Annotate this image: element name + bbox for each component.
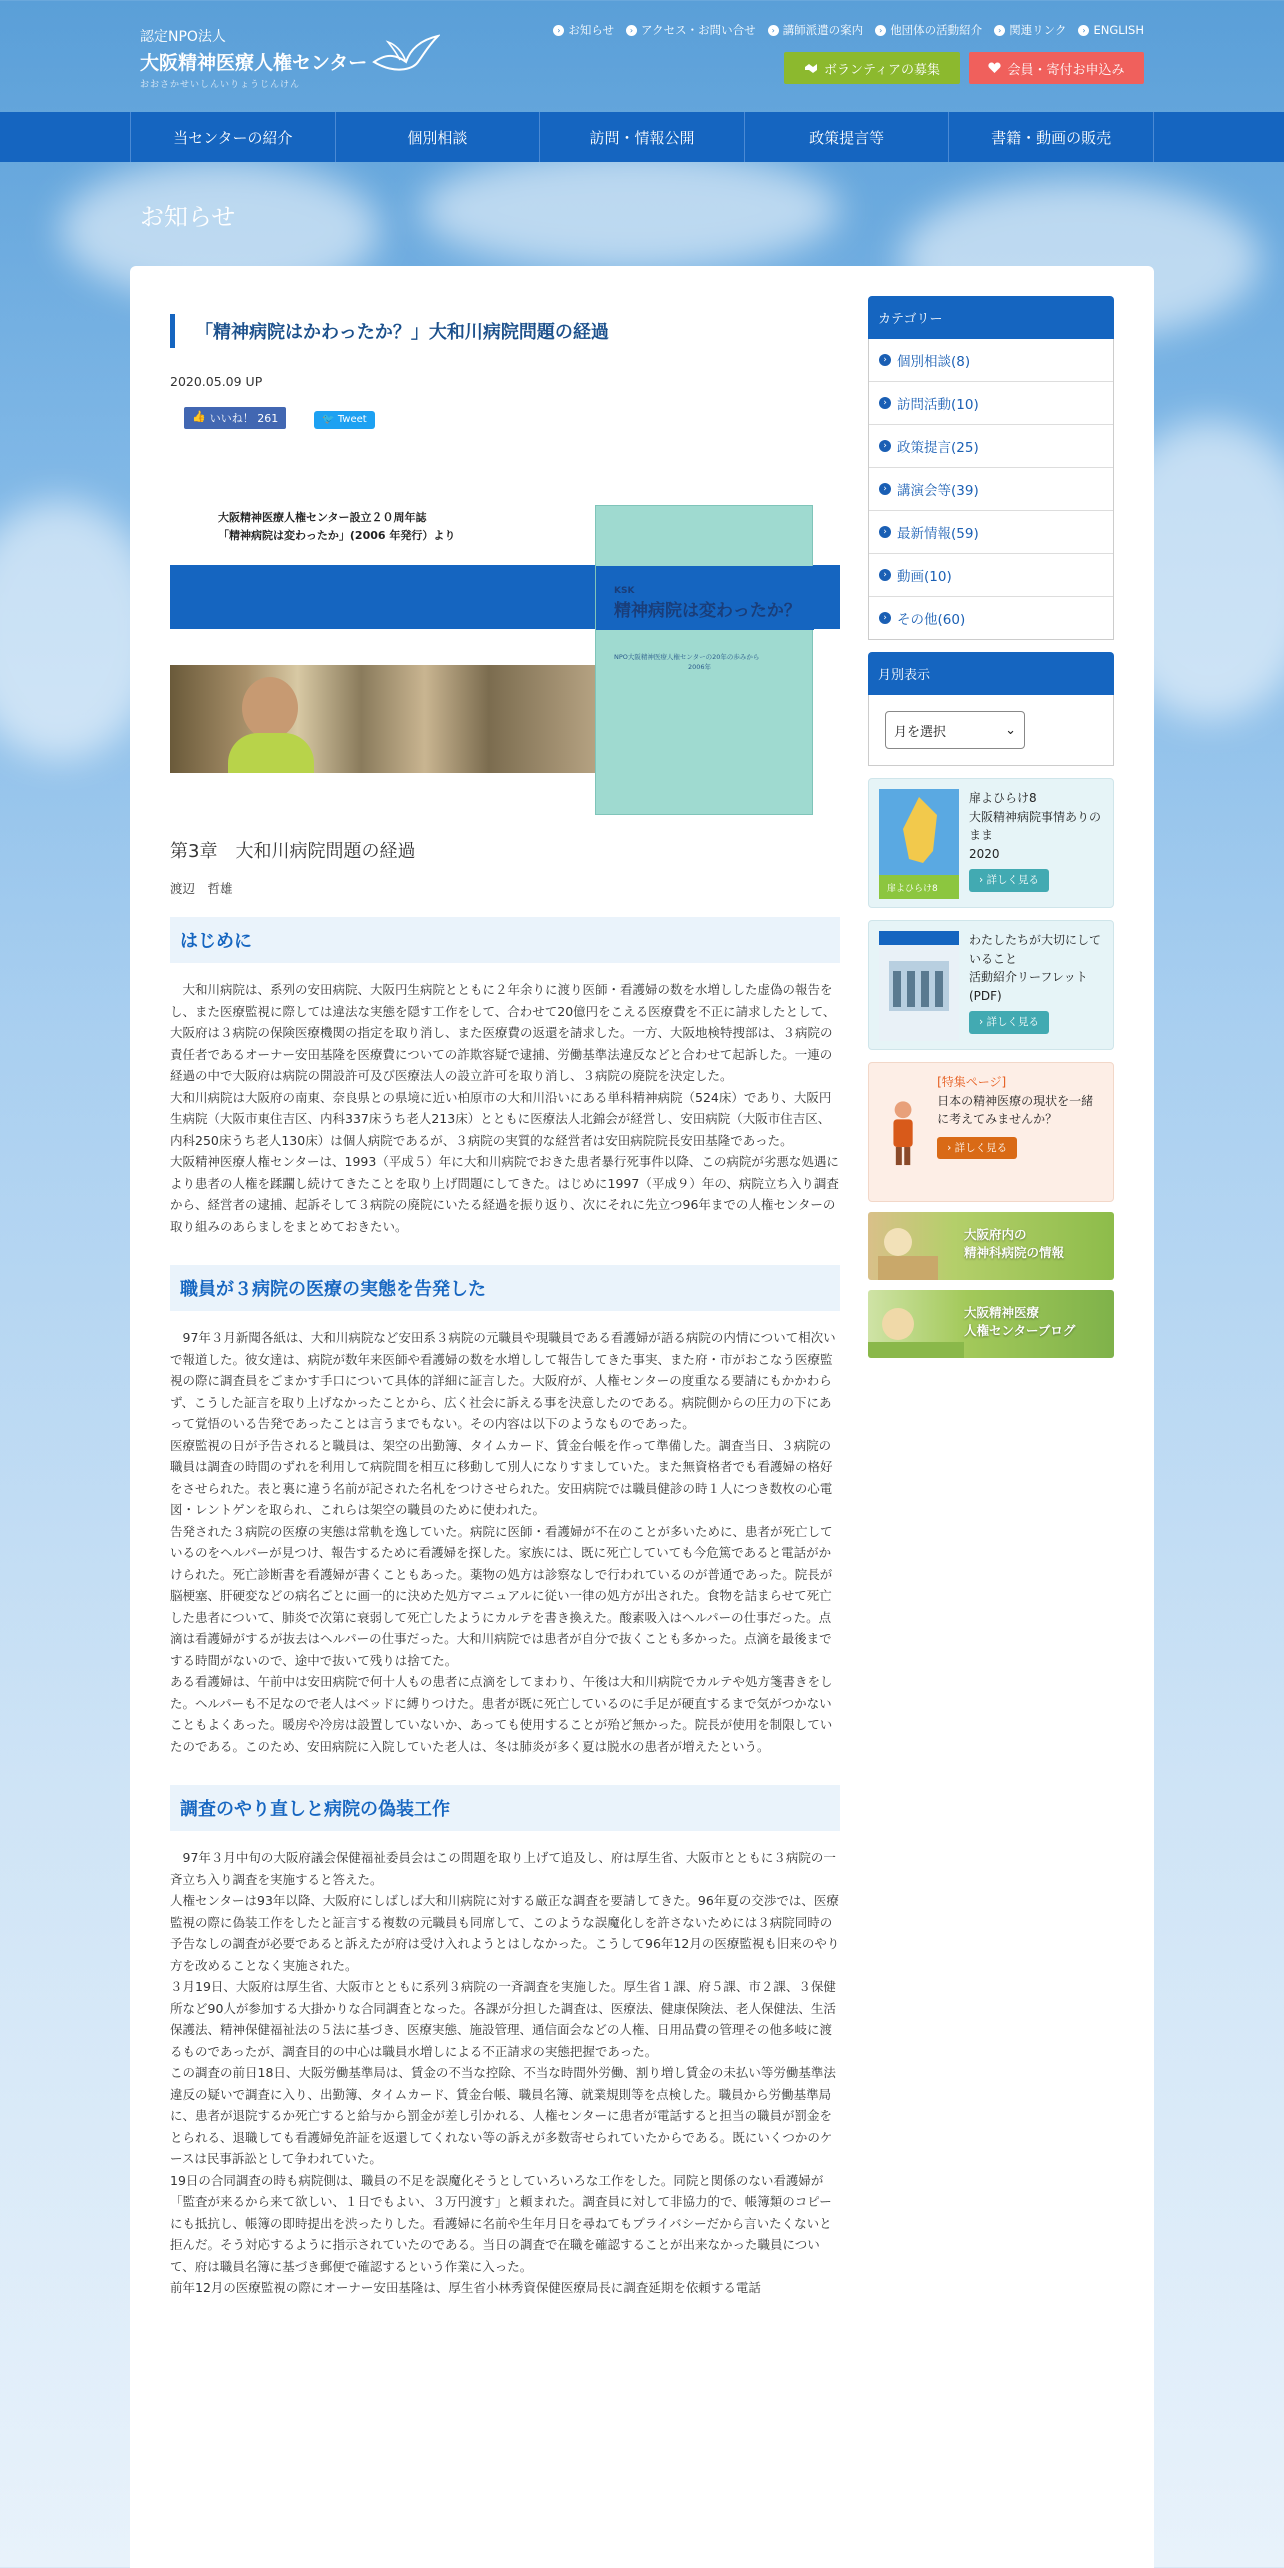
month-select-value: 月を選択 — [894, 724, 947, 740]
banner-text: 大阪府内の — [964, 1227, 1027, 1242]
book-cover — [595, 505, 813, 815]
category-item[interactable]: › 最新情報(59) — [869, 511, 1113, 554]
sidebar — [868, 296, 1114, 1358]
logo-org-type: 認定NPO法人 — [140, 29, 226, 45]
category-list — [868, 339, 1114, 640]
hero-photo-person — [242, 677, 298, 739]
site-logo[interactable] — [140, 26, 367, 90]
chevron-right-icon: › — [879, 569, 891, 581]
book-subtitle: NPO大阪精神医療人権センターの20年の歩みから — [614, 653, 760, 661]
chevron-right-icon: › — [879, 440, 891, 452]
author-name: 渡辺 哲雄 — [170, 881, 233, 896]
paragraph: 大阪精神医療人権センターは、1993（平成５）年に大和川病院でおきた患者暴行死事件以降、この病院が劣悪な処遇により患者の人権を蹂躙し続けてきたことを取り上げ問題にしてきた。はじめに1997（平成９）年の、病院立ち入り調査から、経営者の逮捕、起訴そして３病院の廃院にいたる経過を振り返り、次にそれに先立つ96年までの人権センターの取り組みのあらましをまとめておきたい。 — [170, 1154, 839, 1234]
section-heading: はじめに — [170, 917, 840, 963]
blog-banner[interactable] — [868, 1290, 1114, 1358]
paragraph: 前年12月の医療監視の際にオーナー安田基隆は、厚生省小林秀資保健医療局長に調査延期を依頼する電話 — [170, 2280, 761, 2295]
volunteer-button[interactable] — [784, 52, 960, 84]
logo-reading: おおさかせいしんいりょうじんけん — [140, 80, 301, 90]
nav-visits[interactable]: 訪問・情報公開 — [540, 112, 745, 162]
cloud-decoration — [420, 150, 840, 270]
tweet-button[interactable] — [314, 411, 375, 429]
banner-text: 精神科病院の情報 — [964, 1245, 1065, 1261]
hospital-info-banner[interactable] — [868, 1212, 1114, 1280]
details-button[interactable]: › 詳しく見る — [969, 1011, 1049, 1033]
twitter-icon: 🐦 — [322, 414, 335, 425]
chevron-right-icon: › — [879, 526, 891, 538]
month-select[interactable] — [885, 711, 1025, 749]
chapter-title: 第3章 大和川病院問題の経過 — [170, 841, 416, 862]
promo-subtitle: 活動紹介リーフレット — [969, 970, 1088, 985]
top-link-other-orgs[interactable]: › 他団体の活動紹介 — [875, 22, 982, 38]
article-title: 「精神病院はかわったか？」大和川病院問題の経過 — [170, 314, 840, 348]
monthly-archive — [868, 652, 1114, 766]
section-heading: 調査のやり直しと病院の偽装工作 — [170, 1785, 840, 1831]
promo-year: 2020 — [969, 846, 1000, 861]
nav-books[interactable]: 書籍・動画の販売 — [949, 112, 1154, 162]
book-year: 2006年 — [688, 663, 712, 671]
paragraph: ある看護婦は、午前中は安田病院で何十人もの患者に点滴をしてまわり、午後は大和川病院でカルテや処方箋書きをした。ヘルパーも不足なので老人はベッドに縛りつけた。患者が既に死亡しているのに手足が硬直するまで気がつかないこともよくあった。暖房や冷房は設置していないか、あっても使用することが殆ど無かった。院長が使用を制限していたのである。このため、安田病院に入院していた老人は、冬は肺炎が多く夏は脱水の患者が増えたという。 — [170, 1674, 833, 1754]
arrow-icon: › — [1078, 25, 1089, 36]
top-link-access[interactable]: › アクセス・お問い合せ — [626, 22, 756, 38]
person-illustration — [879, 1073, 927, 1191]
arrow-icon: › — [994, 25, 1005, 36]
main-panel — [130, 266, 1154, 2568]
article — [170, 314, 840, 2299]
article-date: 2020.05.09 UP — [170, 374, 263, 389]
paragraph: この調査の前日18日、大阪労働基準局は、賃金の不当な控除、不当な時間外労働、割り増し賃金の未払い等労働基準法違反の疑いで調査に入り、出勤簿、タイムカード、賃金台帳、職員名簿、就業規則等を点検した。職員から労働基準局に、患者が退院するか死亡すると給与から罰金が差し引かれる、人権センターに患者が電話すると担当の職員が罰金をとられる、退職しても看護婦免許証を返還してくれない等の訴えが多数寄せられていたからである。既にいくつかのケースは民事訴訟として争われていた。 — [170, 2065, 836, 2166]
section-heading: 職員が３病院の医療の実態を告発した — [170, 1265, 840, 1311]
banner-illustration — [868, 1212, 964, 1280]
volunteer-button-label: ボランティアの募集 — [824, 62, 940, 78]
social-buttons — [170, 407, 840, 429]
membership-button-label: 会員・寄付お申込み — [1007, 62, 1125, 78]
arrow-icon: › — [768, 25, 779, 36]
details-button[interactable]: › 詳しく見る — [937, 1137, 1017, 1159]
top-link-english[interactable]: › ENGLISH — [1078, 22, 1144, 38]
category-item[interactable]: › 動画(10) — [869, 554, 1113, 597]
paragraph: 97年３月新聞各紙は、大和川病院など安田系３病院の元職員や現職員である看護婦が語る病院の内情について相次いで報道した。彼女達は、病院が数年来医師や看護婦の数を水増しして報告してきた事実、また府・市がおこなう医療監視の際に調査員をごまかす手口について具体的詳細に証言した。大阪府が、人権センターの度重なる要請にもかかわらず、こうした証言を取り上げなかったことから、広く社会に訴える事を決意したのである。病院側からの圧力の下にあって覚悟のいる告発であったことは言うまでもない。その内容は以下のようなものであった。 — [170, 1330, 836, 1431]
top-links — [553, 22, 1144, 38]
category-item[interactable]: › 政策提言(25) — [869, 425, 1113, 468]
promo-book[interactable] — [868, 778, 1114, 908]
hero-caption-line1: 大阪精神医療人権センター設立２０周年誌 — [218, 511, 427, 524]
main-nav — [0, 112, 1284, 162]
nav-policy[interactable]: 政策提言等 — [745, 112, 950, 162]
page-title: お知らせ — [140, 203, 236, 231]
promo-format: (PDF) — [969, 988, 1002, 1003]
logo-title: 大阪精神医療人権センター — [140, 52, 368, 74]
facebook-like-label: いいね！ 261 — [209, 412, 279, 425]
chevron-right-icon: › — [879, 612, 891, 624]
banner-illustration — [868, 1290, 964, 1358]
tweet-label: Tweet — [337, 414, 367, 425]
promo-leaflet[interactable] — [868, 920, 1114, 1050]
book-thumbnail-title: 扉よひらけ8 — [887, 884, 938, 894]
promo-title: 扉よひらけ8 — [969, 791, 1037, 805]
category-item[interactable]: › 個別相談(8) — [869, 339, 1113, 382]
hero-photo-person — [228, 733, 314, 773]
paragraph: 97年３月中旬の大阪府議会保健福祉委員会はこの問題を取り上げて追及し、府は厚生省、大阪市とともに３病院の一斉立ち入り調査を実施すると答えた。 — [170, 1850, 836, 1887]
banner-text: 大阪精神医療 — [964, 1305, 1040, 1320]
thumbs-up-icon: 👍 — [192, 410, 206, 423]
hero-image — [170, 465, 840, 795]
arrow-icon: › — [553, 25, 564, 36]
paragraph: 19日の合同調査の時も病院側は、職員の不足を誤魔化そうとしていろいろな工作をした。同院と関係のない看護婦が「監査が来るから来て欲しい、１日でもよい、３万円渡す」と頼まれた。調査員に対して非協力的で、帳簿類のコピーにも抵抗し、帳簿の即時提出を渋ったりした。看護婦に名前や生年月日を尋ねてもプライバシーだから言いたくないと拒んだ。そう対応するように指示されていたのである。当日の調査で在職を確認することが出来なかった職員について、府は職員名簿に基づき郵便で確認するという作業に入った。 — [170, 2172, 832, 2274]
chevron-right-icon: › — [879, 354, 891, 366]
facebook-like-button[interactable] — [184, 407, 286, 429]
book-thumbnail — [879, 789, 959, 899]
promo-title: 日本の精神医療の現状を一緒に考えてみませんか？ — [937, 1093, 1094, 1127]
category-heading: カテゴリー — [868, 296, 1114, 339]
monthly-heading: 月別表示 — [868, 652, 1114, 695]
nav-about[interactable]: 当センターの紹介 — [131, 112, 336, 162]
hero-caption-line2: 「精神病院は変わったか」(2006 年発行）より — [218, 529, 456, 542]
paragraph: 医療監視の日が予告されると職員は、架空の出勤簿、タイムカード、賃金台帳を作って準備した。調査当日、３病院の職員は調査の時間のずれを利用して病院間を相互に移動して別人になりすましていた。また無資格者でも看護婦の格好をさせられた。表と裏に違う名前が記された名札をつけさせられた。安田病院では職員健診の時１人につき数枚の心電図・レントゲンを取られ、これらは架空の職員のために使われた。 — [170, 1437, 833, 1517]
paragraph: 大和川病院は、系列の安田病院、大阪円生病院とともに２年余りに渡り医師・看護婦の数を水増しした虚偽の報告をし、また医療監視に際しては違法な実態を隠す工作をして、合わせて20億円をこえる医療費を不正に請求したとして、大阪府は３病院の保険医療機関の指定を取り消し、また医療費の返還を請求した。一方、大阪地検特捜部は、３病院の責任者であるオーナー安田基隆を医療費についての詐欺容疑で逮捕、労働基準法違反などと合わせて起訴した。一連の経過の中で大阪府は病院の開設許可及び医療法人の設立許可を取り消し、３病院の廃院を決定した。 — [170, 982, 836, 1083]
category-item[interactable]: › 講演会等(39) — [869, 468, 1113, 511]
category-item[interactable]: › 訪問活動(10) — [869, 382, 1113, 425]
book-title: 精神病院は変わったか？ — [614, 601, 801, 621]
paragraph: 告発された３病院の医療の実態は常軌を逸していた。病院に医師・看護婦が不在のことが多いために、患者が死亡しているのをヘルパーが見つけ、報告するために看護婦を探した。家族には、既に死亡していても今危篤であると電話がかけられた。死亡診断書を看護婦が書くこともあった。薬物の処方は診察なしで行われているのが普通であった。院長が脳梗塞、肝硬変などの病名ごとに画一的に決めた処方マニュアルに従い一律の処方が出された。食物を詰まらせて死亡した患者について、肺炎で次第に衰弱して死亡したようにカルテを書き換えた。酸素吸入はヘルパーの仕事だった。点滴は看護婦がするが抜去はヘルパーの仕事だった。大和川病院では患者が自分で抜くことも多かった。点滴を最後までする時間がないので、途中で抜いて残りは捨てた。 — [170, 1523, 833, 1668]
nav-consultation[interactable]: 個別相談 — [336, 112, 541, 162]
dove-icon — [372, 32, 440, 76]
section-body — [170, 1327, 840, 1757]
promo-title: わたしたちが大切にしていること — [969, 933, 1102, 966]
arrow-icon: › — [626, 25, 637, 36]
banner-text: 人権センターブログ — [964, 1323, 1076, 1339]
details-button[interactable]: › 詳しく見る — [969, 869, 1049, 891]
book-ksk: KSK — [614, 586, 635, 596]
category-item[interactable]: › その他(60) — [869, 597, 1113, 639]
top-link-related[interactable]: › 関連リンク — [994, 22, 1066, 38]
site-header — [0, 0, 1284, 112]
heart-icon — [988, 62, 1001, 74]
chevron-right-icon: › — [879, 483, 891, 495]
top-link-news[interactable]: › お知らせ — [553, 22, 614, 38]
promo-feature[interactable] — [868, 1062, 1114, 1202]
paragraph: 人権センターは93年以降、大阪府にしばしば大和川病院に対する厳正な調査を要請してきた。96年夏の交渉では、医療監視の際に偽装工作をしたと証言する複数の元職員も同席して、このような誤魔化しを許さないためには３病院同時の予告なしの調査が必要であると訴えたが府は受け入れようとはしなかった。こうして96年12月の医療監視も旧来のやり方を改めることなく実施された。 — [170, 1893, 840, 1973]
section-body — [170, 1847, 840, 2299]
promo-tag: [特集ページ] — [937, 1075, 1007, 1089]
promo-subtitle: 大阪精神病院事情ありのまま — [969, 809, 1102, 843]
top-link-lecturer[interactable]: › 講師派遣の案内 — [768, 22, 864, 38]
chevron-down-icon: ⌄ — [1005, 722, 1016, 738]
section-body — [170, 979, 840, 1237]
paragraph: ３月19日、大阪府は厚生省、大阪市とともに系列３病院の一斉調査を実施した。厚生省１課、府５課、市２課、３保健所など90人が参加する大掛かりな合同調査となった。各課が分担した調査は、医療法、健康保険法、老人保健法、生活保護法、精神保健福祉法の５法に基づき、医療実態、施設管理、通信面会などの人権、日用品費の管理その他多岐に渡るものであったが、調査目的の中心は職員水増しによる不正請求の実態把握であった。 — [170, 1979, 836, 2059]
arrow-icon: › — [875, 25, 886, 36]
membership-button[interactable] — [969, 52, 1144, 84]
paragraph: 大和川病院は大阪府の南東、奈良県との県境に近い柏原市の大和川沿いにある単科精神病院（524床）であり、大阪円生病院（大阪市東住吉区、内科337床うち老人213床）とともに医療法人北錦会が経営し、安田病院（大阪市住吉区、内科250床うち老人130床）は個人病院であるが、３病院の実質的な経営者は安田病院院長安田基隆であった。 — [170, 1089, 832, 1148]
handshake-icon — [804, 62, 818, 74]
chevron-right-icon: › — [879, 397, 891, 409]
leaflet-thumbnail — [879, 931, 959, 1041]
